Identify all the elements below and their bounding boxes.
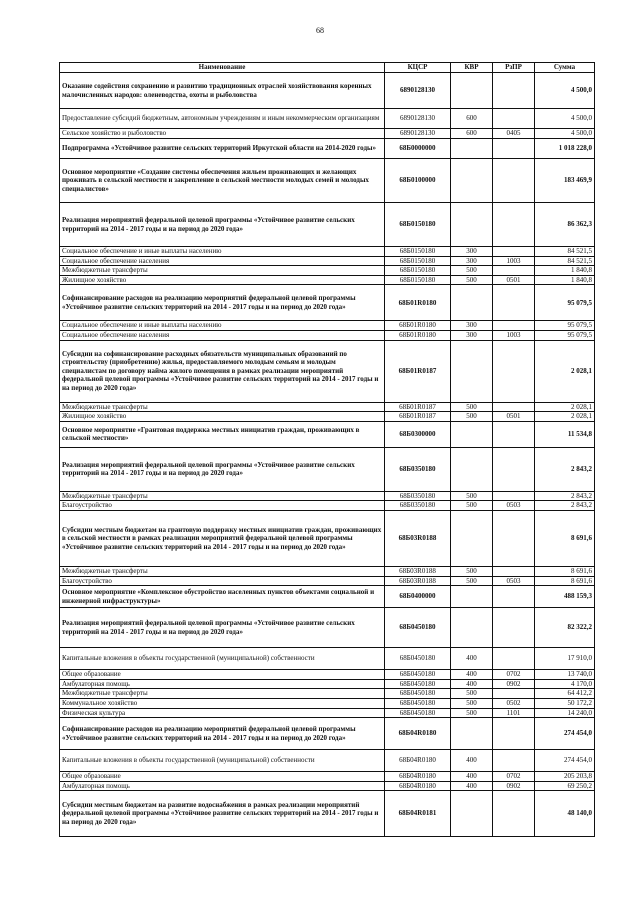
row-name: Межбюджетные трансферты: [60, 402, 385, 412]
row-name: Жилищное хозяйство: [60, 275, 385, 285]
row-kvr: 500: [451, 698, 493, 708]
table-row: [60, 576, 595, 586]
row-rzpr: [493, 109, 535, 129]
row-name: Благоустройство: [60, 576, 385, 586]
row-name: Коммунальное хозяйство: [60, 698, 385, 708]
row-rzpr: 0902: [493, 781, 535, 791]
row-rzpr: [493, 73, 535, 109]
row-kvr: 600: [451, 129, 493, 139]
table-row: [60, 772, 595, 782]
row-rzpr: [493, 750, 535, 772]
table-row: [60, 275, 595, 285]
row-kcsr: 68Б0150180: [385, 203, 451, 247]
row-sum: 50 172,2: [535, 698, 595, 708]
row-kcsr: 68Б01R0180: [385, 285, 451, 321]
row-kvr: 300: [451, 330, 493, 340]
row-sum: 1 840,8: [535, 266, 595, 276]
row-rzpr: 0501: [493, 412, 535, 422]
row-kvr: 500: [451, 266, 493, 276]
row-sum: 95 079,5: [535, 330, 595, 340]
row-name: Межбюджетные трансферты: [60, 689, 385, 699]
row-kvr: 300: [451, 247, 493, 257]
row-sum: 69 250,2: [535, 781, 595, 791]
table-body: [60, 73, 595, 837]
row-rzpr: [493, 321, 535, 331]
row-kvr: 300: [451, 321, 493, 331]
row-sum: 4 500,0: [535, 129, 595, 139]
row-sum: 183 469,9: [535, 159, 595, 203]
row-sum: 11 534,8: [535, 421, 595, 447]
row-sum: 205 203,8: [535, 772, 595, 782]
row-name: Подпрограмма «Устойчивое развитие сельских территорий Иркутской области на 2014-2020 годы»: [60, 139, 385, 159]
row-kcsr: 6890128130: [385, 73, 451, 109]
table-row: [60, 402, 595, 412]
row-kcsr: 68Б01R0187: [385, 340, 451, 402]
row-sum: 274 454,0: [535, 750, 595, 772]
table-row: [60, 670, 595, 680]
table-row: [60, 491, 595, 501]
page-number: 68: [316, 26, 324, 35]
row-sum: 8 691,6: [535, 576, 595, 586]
row-rzpr: [493, 402, 535, 412]
row-name: Сельское хозяйство и рыболовство: [60, 129, 385, 139]
row-kvr: 300: [451, 256, 493, 266]
row-sum: 2 843,2: [535, 491, 595, 501]
row-sum: 2 028,1: [535, 340, 595, 402]
row-kvr: 500: [451, 501, 493, 511]
row-rzpr: [493, 718, 535, 750]
row-kcsr: 68Б0450180: [385, 608, 451, 648]
row-kcsr: 68Б0450180: [385, 670, 451, 680]
row-kcsr: 68Б01R0180: [385, 330, 451, 340]
row-rzpr: 1003: [493, 256, 535, 266]
table-row: [60, 285, 595, 321]
table-row: [60, 781, 595, 791]
table-row: [60, 501, 595, 511]
row-rzpr: 0501: [493, 275, 535, 285]
table-row: [60, 203, 595, 247]
row-kcsr: 68Б0450180: [385, 698, 451, 708]
row-kvr: 400: [451, 750, 493, 772]
row-kvr: [451, 285, 493, 321]
row-kcsr: 68Б0150180: [385, 256, 451, 266]
row-rzpr: [493, 139, 535, 159]
row-rzpr: [493, 491, 535, 501]
row-sum: 14 240,0: [535, 708, 595, 718]
row-sum: 86 362,3: [535, 203, 595, 247]
table-row: [60, 447, 595, 491]
row-name: Реализация мероприятий федеральной целевой программы «Устойчивое развитие сельских территорий на 2014 - 2017 годы и на период до 2020 года»: [60, 203, 385, 247]
row-kcsr: 68Б01R0187: [385, 412, 451, 422]
row-name: Межбюджетные трансферты: [60, 491, 385, 501]
row-rzpr: 0702: [493, 772, 535, 782]
row-sum: 84 521,5: [535, 256, 595, 266]
row-rzpr: [493, 586, 535, 608]
row-sum: 84 521,5: [535, 247, 595, 257]
row-sum: 2 028,1: [535, 412, 595, 422]
row-kvr: 600: [451, 109, 493, 129]
row-rzpr: 0902: [493, 679, 535, 689]
row-kcsr: 68Б0350180: [385, 491, 451, 501]
table-row: [60, 159, 595, 203]
table-row: [60, 247, 595, 257]
table-row: [60, 689, 595, 699]
row-sum: 274 454,0: [535, 718, 595, 750]
row-kcsr: 68Б0100000: [385, 159, 451, 203]
table-row: [60, 679, 595, 689]
row-sum: 4 170,0: [535, 679, 595, 689]
row-name: Основное мероприятие «Создание системы обеспечения жильем проживающих и желающих проживать в сельской местности и закрепление в сельской местности молодых семей и молодых специалистов»: [60, 159, 385, 203]
header-kcsr: КЦСР: [385, 63, 451, 73]
row-kcsr: 68Б01R0187: [385, 402, 451, 412]
row-kcsr: 68Б0150180: [385, 266, 451, 276]
row-sum: 95 079,5: [535, 285, 595, 321]
row-kvr: 400: [451, 648, 493, 670]
table-row: [60, 73, 595, 109]
row-rzpr: [493, 648, 535, 670]
row-kvr: [451, 203, 493, 247]
row-name: Основное мероприятие «Комплексное обустройство населенных пунктов объектами социальной и инженерной инфраструктуры»: [60, 586, 385, 608]
row-rzpr: [493, 285, 535, 321]
row-kvr: [451, 510, 493, 566]
row-kvr: 400: [451, 679, 493, 689]
row-name: Социальное обеспечение и иные выплаты населению: [60, 321, 385, 331]
table-row: [60, 412, 595, 422]
table-row: [60, 698, 595, 708]
table-row: [60, 321, 595, 331]
row-name: Общее образование: [60, 670, 385, 680]
row-sum: 8 691,6: [535, 566, 595, 576]
row-sum: 2 028,1: [535, 402, 595, 412]
row-kvr: [451, 421, 493, 447]
row-kcsr: 68Б03R0188: [385, 576, 451, 586]
row-sum: 2 843,2: [535, 501, 595, 511]
row-sum: 64 412,2: [535, 689, 595, 699]
row-kvr: 500: [451, 275, 493, 285]
row-kvr: 500: [451, 708, 493, 718]
row-kcsr: 68Б04R0180: [385, 772, 451, 782]
row-name: Жилищное хозяйство: [60, 412, 385, 422]
row-name: Оказание содействия сохранению и развитию традиционных отраслей хозяйствования коренных малочисленных народов: оленеводства, охоты и рыболовства: [60, 73, 385, 109]
row-kcsr: 68Б04R0180: [385, 718, 451, 750]
budget-table: [59, 62, 595, 837]
table-row: [60, 718, 595, 750]
row-kcsr: 68Б0450180: [385, 708, 451, 718]
row-name: Физическая культура: [60, 708, 385, 718]
row-kvr: 400: [451, 670, 493, 680]
table-row: [60, 708, 595, 718]
row-kvr: [451, 447, 493, 491]
row-sum: 8 691,6: [535, 510, 595, 566]
row-kcsr: 68Б0350180: [385, 447, 451, 491]
table-row: [60, 129, 595, 139]
row-kvr: [451, 340, 493, 402]
row-rzpr: [493, 266, 535, 276]
header-sum: Сумма: [535, 63, 595, 73]
row-name: Социальное обеспечение населения: [60, 256, 385, 266]
row-rzpr: 0702: [493, 670, 535, 680]
row-name: Капитальные вложения в объекты государственной (муниципальной) собственности: [60, 750, 385, 772]
row-name: Субсидии на софинансирование расходных обязательств муниципальных образований по строительству (приобретению) жилья, предоставляемого молодым семьям и молодым специалистам по договору найма жилого помещения в рамках реализации мероприятий федеральной целевой программы «Устойчивое развитие сельских территорий на 2014 - 2017 годы и на период до 2020 года»: [60, 340, 385, 402]
row-kcsr: 68Б04R0180: [385, 781, 451, 791]
row-name: Основное мероприятие «Грантовая поддержка местных инициатив граждан, проживающих в сельской местности»: [60, 421, 385, 447]
row-kcsr: 6890128130: [385, 109, 451, 129]
row-name: Предоставление субсидий бюджетным, автономным учреждениям и иным некоммерческим организациям: [60, 109, 385, 129]
row-rzpr: [493, 447, 535, 491]
row-name: Субсидии местным бюджетам на развитие водоснабжения в рамках реализации мероприятий федеральной целевой программы «Устойчивое развитие сельских территорий на 2014 - 2017 годы и на период до 2020 года»: [60, 791, 385, 837]
row-kvr: 500: [451, 576, 493, 586]
row-kcsr: 68Б03R0188: [385, 566, 451, 576]
table-row: [60, 139, 595, 159]
row-name: Общее образование: [60, 772, 385, 782]
row-sum: 2 843,2: [535, 447, 595, 491]
row-name: Софинансирование расходов на реализацию мероприятий федеральной целевой программы «Устойчивое развитие сельских территорий на 2014 - 2017 годы и на период до 2020 года»: [60, 285, 385, 321]
table-row: [60, 586, 595, 608]
header-rzpr: РзПР: [493, 63, 535, 73]
row-rzpr: [493, 566, 535, 576]
row-rzpr: 0503: [493, 501, 535, 511]
row-kvr: [451, 139, 493, 159]
row-name: Реализация мероприятий федеральной целевой программы «Устойчивое развитие сельских территорий на 2014 - 2017 годы и на период до 2020 года»: [60, 447, 385, 491]
row-kcsr: 68Б0400000: [385, 586, 451, 608]
row-name: Капитальные вложения в объекты государственной (муниципальной) собственности: [60, 648, 385, 670]
row-rzpr: [493, 510, 535, 566]
table-row: [60, 256, 595, 266]
table-row: [60, 750, 595, 772]
row-kcsr: 68Б0000000: [385, 139, 451, 159]
row-kcsr: 68Б0450180: [385, 679, 451, 689]
row-name: Социальное обеспечение населения: [60, 330, 385, 340]
row-kvr: 500: [451, 566, 493, 576]
table-row: [60, 566, 595, 576]
row-name: Социальное обеспечение и иные выплаты населению: [60, 247, 385, 257]
row-kcsr: 68Б0150180: [385, 275, 451, 285]
row-kvr: [451, 791, 493, 837]
table-row: [60, 648, 595, 670]
table-row: [60, 266, 595, 276]
row-rzpr: [493, 340, 535, 402]
row-kcsr: 68Б0350180: [385, 501, 451, 511]
row-kcsr: 68Б0450180: [385, 689, 451, 699]
table-row: [60, 510, 595, 566]
row-name: Софинансирование расходов на реализацию мероприятий федеральной целевой программы «Устойчивое развитие сельских территорий на 2014 - 2017 годы и на период до 2020 года»: [60, 718, 385, 750]
row-rzpr: [493, 421, 535, 447]
row-kvr: [451, 73, 493, 109]
row-sum: 4 500,0: [535, 73, 595, 109]
row-sum: 95 079,5: [535, 321, 595, 331]
row-kcsr: 68Б04R0181: [385, 791, 451, 837]
row-name: Амбулаторная помощь: [60, 781, 385, 791]
row-name: Межбюджетные трансферты: [60, 266, 385, 276]
row-kcsr: 68Б0150180: [385, 247, 451, 257]
row-sum: 82 322,2: [535, 608, 595, 648]
header-name: Наименование: [60, 63, 385, 73]
row-kvr: [451, 718, 493, 750]
row-sum: 17 910,0: [535, 648, 595, 670]
row-kvr: 400: [451, 772, 493, 782]
row-kvr: 500: [451, 491, 493, 501]
table-row: [60, 340, 595, 402]
row-name: Субсидии местным бюджетам на грантовую поддержку местных инициатив граждан, проживающих в сельской местности в рамках реализации мероприятий федеральной целевой программы «Устойчивое развитие сельских территорий на 2014 - 2017 годы и на период до 2020 года»: [60, 510, 385, 566]
row-kcsr: 6890128130: [385, 129, 451, 139]
row-name: Амбулаторная помощь: [60, 679, 385, 689]
row-kvr: [451, 608, 493, 648]
row-kcsr: 68Б0450180: [385, 648, 451, 670]
row-sum: 1 840,8: [535, 275, 595, 285]
row-rzpr: [493, 608, 535, 648]
table-row: [60, 109, 595, 129]
table-row: [60, 608, 595, 648]
row-rzpr: 0405: [493, 129, 535, 139]
table-row: [60, 330, 595, 340]
row-kvr: [451, 159, 493, 203]
row-kcsr: 68Б04R0180: [385, 750, 451, 772]
row-kvr: 500: [451, 402, 493, 412]
row-kvr: 500: [451, 412, 493, 422]
table-row: [60, 421, 595, 447]
row-rzpr: 0502: [493, 698, 535, 708]
row-sum: 48 140,0: [535, 791, 595, 837]
row-rzpr: 0503: [493, 576, 535, 586]
header-kvr: КВР: [451, 63, 493, 73]
row-kcsr: 68Б0300000: [385, 421, 451, 447]
row-rzpr: [493, 203, 535, 247]
row-rzpr: [493, 689, 535, 699]
row-name: Благоустройство: [60, 501, 385, 511]
row-kvr: [451, 586, 493, 608]
table-row: [60, 791, 595, 837]
row-rzpr: [493, 791, 535, 837]
row-name: Реализация мероприятий федеральной целевой программы «Устойчивое развитие сельских территорий на 2014 - 2017 годы и на период до 2020 года»: [60, 608, 385, 648]
row-rzpr: 1101: [493, 708, 535, 718]
row-rzpr: [493, 159, 535, 203]
row-kvr: 400: [451, 781, 493, 791]
row-kcsr: 68Б03R0188: [385, 510, 451, 566]
row-rzpr: 1003: [493, 330, 535, 340]
row-rzpr: [493, 247, 535, 257]
row-name: Межбюджетные трансферты: [60, 566, 385, 576]
table-header-row: [60, 63, 595, 73]
row-sum: 488 159,3: [535, 586, 595, 608]
row-sum: 4 500,0: [535, 109, 595, 129]
row-kcsr: 68Б01R0180: [385, 321, 451, 331]
row-sum: 13 740,0: [535, 670, 595, 680]
row-kvr: 500: [451, 689, 493, 699]
row-sum: 1 018 228,0: [535, 139, 595, 159]
